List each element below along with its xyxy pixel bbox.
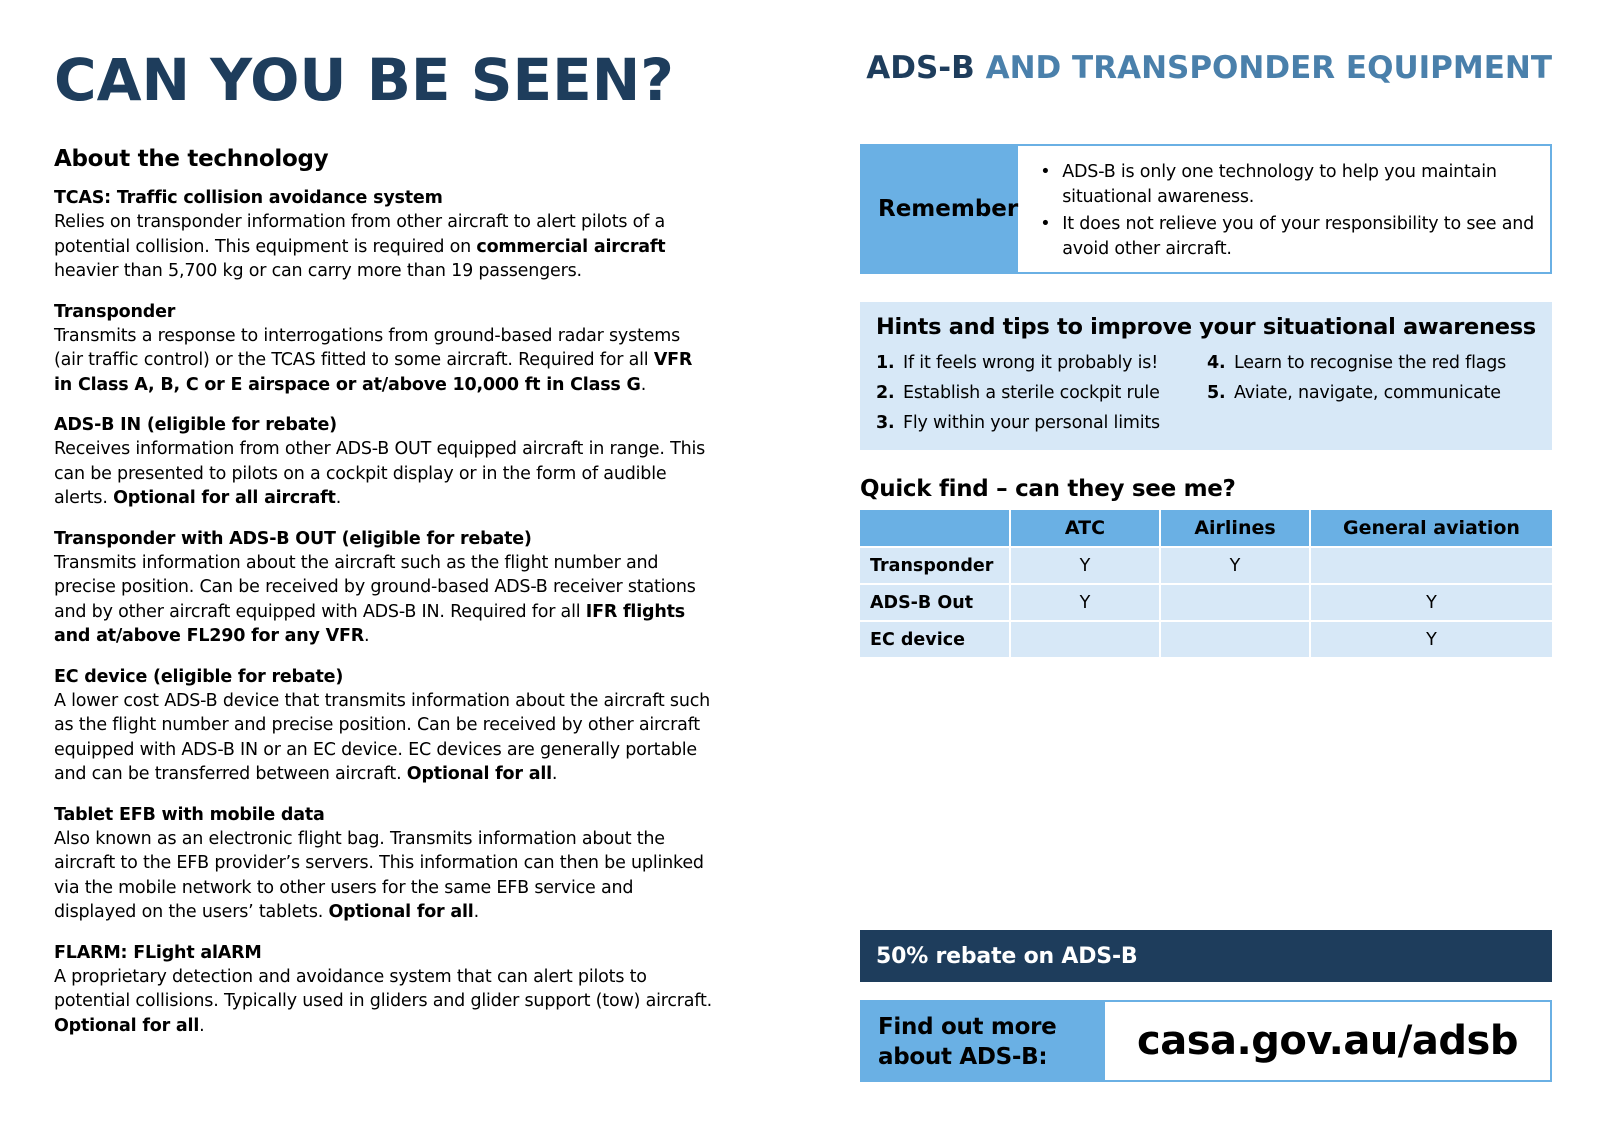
hint-text: Fly within your personal limits xyxy=(903,413,1160,433)
description-text: . xyxy=(473,902,479,922)
hint-text: If it feels wrong it probably is! xyxy=(903,353,1159,373)
table-cell xyxy=(1160,621,1310,657)
table-header-cell: Airlines xyxy=(1160,510,1310,547)
title-adsb: ADS-B xyxy=(866,50,975,86)
emphasis-text: commercial aircraft xyxy=(476,236,666,257)
hints-title: Hints and tips to improve your situational awareness xyxy=(876,314,1536,340)
quick-find-title: Quick find – can they see me? xyxy=(860,476,1236,502)
description-text: . xyxy=(551,764,558,784)
table-cell: Y xyxy=(1310,621,1552,657)
technology-item xyxy=(54,413,714,511)
description-text: Relies on transponder information from other aircraft to alert pilots of a potential collision. This equipment is required on xyxy=(54,212,665,257)
page-title: CAN YOU BE SEEN? xyxy=(54,46,674,114)
description-text: A proprietary detection and avoidance system that can alert pilots to potential collisions. Typically used in gliders and glider support (tow) aircraft. xyxy=(54,966,712,1011)
quick-find-table xyxy=(860,510,1552,657)
technology-description xyxy=(54,210,714,284)
hint-number: 5. xyxy=(1206,383,1226,403)
hint-text: Aviate, navigate, communicate xyxy=(1233,383,1501,403)
rebate-banner: 50% rebate on ADS-B xyxy=(860,930,1552,982)
emphasis-text: Optional for all xyxy=(328,902,474,922)
left-column xyxy=(54,40,714,1054)
technology-description xyxy=(54,689,714,787)
table-row-label: ADS-B Out xyxy=(860,584,1010,621)
table-row xyxy=(860,621,1552,657)
hint-item xyxy=(876,408,1207,438)
technology-item xyxy=(54,527,714,649)
description-text: A lower cost ADS-B device that transmits information about the aircraft such as the flight number and precise position. Can be received by other aircraft equipped with ADS-B IN or an EC device. EC devices are generally portable and can be transferred between aircraft. xyxy=(54,690,711,784)
section-title xyxy=(860,46,1552,90)
technology-item xyxy=(54,665,714,787)
table-cell: Y xyxy=(1310,584,1552,621)
remember-label: Remember xyxy=(862,146,1018,272)
find-out-url-container xyxy=(1105,1002,1550,1080)
description-text: Receives information from other ADS-B OUT equipped aircraft in range. This can be presented to pilots on a cockpit display or in the form of audible alerts. xyxy=(54,439,706,508)
website-link[interactable]: casa.gov.au/adsb xyxy=(1137,1018,1518,1064)
emphasis-text: Optional for all xyxy=(54,1015,200,1036)
hint-number: 1. xyxy=(876,353,895,373)
hint-number: 2. xyxy=(876,383,895,403)
description-text: heavier than 5,700 kg or can carry more than 19 passengers. xyxy=(54,261,582,281)
hint-number: 4. xyxy=(1206,353,1226,373)
table-cell xyxy=(1010,621,1160,657)
technology-title: EC device (eligible for rebate) xyxy=(54,666,344,687)
technology-description xyxy=(54,965,714,1039)
table-header-cell: General aviation xyxy=(1310,510,1552,547)
description-text: . xyxy=(335,488,342,508)
technology-description xyxy=(54,437,714,511)
remember-item: • It does not relieve you of your responsibility to see and avoid other aircraft. xyxy=(1040,212,1540,261)
table-row xyxy=(860,547,1552,584)
description-text: . xyxy=(364,626,370,646)
emphasis-text: Optional for all aircraft xyxy=(113,488,336,508)
technology-title: Transponder xyxy=(54,301,176,322)
technology-title: TCAS: Traffic collision avoidance system xyxy=(54,188,443,208)
table-header-cell: ATC xyxy=(1010,510,1160,547)
right-header xyxy=(860,40,1552,90)
find-out-box xyxy=(860,1000,1552,1082)
table-header-row xyxy=(860,510,1552,547)
technology-description xyxy=(54,827,714,925)
hint-item xyxy=(876,348,1207,378)
technology-item xyxy=(54,941,714,1039)
description-text: Transmits a response to interrogations from ground-based radar systems (air traffic control) or the TCAS fitted to some aircraft. Required for all xyxy=(54,325,680,370)
emphasis-text: Optional for all xyxy=(406,764,552,784)
table-row-label: Transponder xyxy=(860,547,1010,584)
technology-title: FLARM: FLight alARM xyxy=(54,942,262,963)
technology-title: Tablet EFB with mobile data xyxy=(54,804,325,825)
table-cell xyxy=(1310,547,1552,584)
table-cell: Y xyxy=(1010,547,1160,584)
table-row xyxy=(860,584,1552,621)
technology-list xyxy=(54,186,714,1038)
hint-text: Establish a sterile cockpit rule xyxy=(903,383,1160,403)
table-cell: Y xyxy=(1160,547,1310,584)
about-heading: About the technology xyxy=(54,146,329,172)
emphasis-text: IFR flights and at/above FL290 for any VFR xyxy=(54,601,685,646)
remember-item: • ADS-B is only one technology to help you maintain situational awareness. xyxy=(1040,160,1540,209)
hints-box xyxy=(860,302,1552,450)
technology-title: ADS-B IN (eligible for rebate) xyxy=(54,415,337,435)
description-text: . xyxy=(199,1015,205,1036)
find-out-label: Find out more about ADS-B: xyxy=(862,1002,1105,1080)
technology-item xyxy=(54,186,714,284)
description-text: Also known as an electronic flight bag. Transmits information about the aircraft to the EFB provider’s servers. This information can then be uplinked via the mobile network to other users for the same EFB service and displayed on the users’ tablets. xyxy=(54,828,704,922)
technology-item xyxy=(54,803,714,925)
hint-text: Learn to recognise the red flags xyxy=(1233,353,1507,373)
technology-description xyxy=(54,551,714,649)
description-text: Transmits information about the aircraft such as the flight number and precise position. Can be received by ground-based ADS-B receiver stations and by other aircraft equipped with ADS-B IN. Required for all xyxy=(54,552,696,622)
technology-item xyxy=(54,300,714,398)
title-equipment: AND TRANSPONDER EQUIPMENT xyxy=(985,50,1552,86)
technology-title: Transponder with ADS-B OUT (eligible for rebate) xyxy=(54,528,532,549)
remember-box xyxy=(860,144,1552,274)
remember-list xyxy=(1018,146,1550,272)
technology-description xyxy=(54,324,714,398)
description-text: . xyxy=(640,374,647,395)
hint-number: 3. xyxy=(876,413,895,433)
emphasis-text: VFR in Class A, B, C or E airspace or at/above 10,000 ft in Class G xyxy=(54,350,693,395)
table-header-cell xyxy=(860,510,1010,547)
hint-item xyxy=(1207,378,1536,408)
table-cell xyxy=(1160,584,1310,621)
table-row-label: EC device xyxy=(860,621,1010,657)
table-cell: Y xyxy=(1010,584,1160,621)
hint-item xyxy=(876,378,1207,408)
hint-item xyxy=(1207,348,1536,378)
